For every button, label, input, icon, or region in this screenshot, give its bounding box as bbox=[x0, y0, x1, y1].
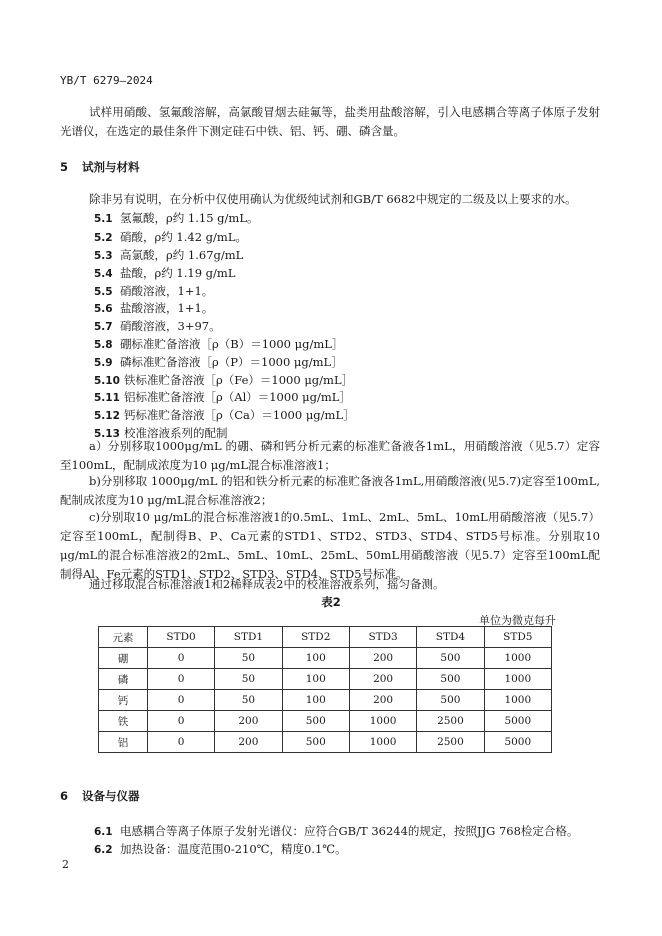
list-item: 5.10 铁标准贮备溶液［ρ（Fe）＝1000 μg/mL］ bbox=[94, 373, 354, 387]
value-cell: 500 bbox=[417, 669, 484, 690]
value-cell: 500 bbox=[282, 711, 349, 732]
table-row bbox=[99, 732, 552, 753]
section-5-lead: 除非另有说明，在分析中仅使用确认为优级纯试剂和GB/T 6682中规定的二级及以上要求的水。 bbox=[89, 192, 577, 206]
value-cell: 200 bbox=[215, 711, 282, 732]
header-cell: STD5 bbox=[484, 627, 551, 648]
value-cell: 5000 bbox=[484, 711, 551, 732]
list-item: 5.5 硝酸溶液，1+1。 bbox=[94, 284, 214, 298]
section-number: 5 bbox=[60, 160, 69, 174]
value-cell: 0 bbox=[147, 732, 214, 753]
page-number: 2 bbox=[62, 858, 69, 871]
section-6-heading bbox=[60, 788, 140, 804]
list-item: 5.2 硝酸，ρ约 1.42 g/mL。 bbox=[94, 230, 247, 244]
element-cell: 钙 bbox=[99, 690, 148, 711]
value-cell: 100 bbox=[282, 648, 349, 669]
document-code: YB/T 6279—2024 bbox=[60, 74, 153, 87]
value-cell: 100 bbox=[282, 669, 349, 690]
value-cell: 500 bbox=[417, 690, 484, 711]
value-cell: 200 bbox=[215, 732, 282, 753]
list-item: 6.1 电感耦合等离子体原子发射光谱仪：应符合GB/T 36244的规定，按照JJG 768检定合格。 bbox=[94, 824, 579, 838]
table-header-row bbox=[99, 627, 552, 648]
value-cell: 5000 bbox=[484, 732, 551, 753]
paragraph-b: b)分别移取 1000μg/mL 的铝和铁分析元素的标准贮备液各1mL,用硝酸溶液(见5.7)定容至100mL,配制成浓度为10 μg/mL混合标准溶液2； bbox=[60, 474, 600, 507]
table-row bbox=[99, 711, 552, 732]
list-item: 5.1 氢氟酸，ρ约 1.15 g/mL。 bbox=[94, 211, 259, 225]
element-cell: 铝 bbox=[99, 732, 148, 753]
header-cell: STD4 bbox=[417, 627, 484, 648]
section-5-heading bbox=[60, 159, 140, 175]
table-row bbox=[99, 690, 552, 711]
value-cell: 1000 bbox=[484, 648, 551, 669]
paragraph-c: c)分别取10 μg/mL的混合标准溶液1的0.5mL、1mL、2mL、5mL、10mL用硝酸溶液（见5.7）定容至100mL，配制得B、P、Ca元素的STD1、STD2、STD3、STD4、STD5号标准。分别取10 μg/mL的混合标准溶液2的2mL、5mL、10mL、25mL、50mL用硝酸溶液（见5.7）定容至100mL配制得Al、Fe元素的STD1、STD2、STD3、STD4、STD5号标准。 bbox=[60, 510, 600, 581]
list-item: 5.6 盐酸溶液，1+1。 bbox=[94, 301, 214, 315]
header-cell: STD2 bbox=[282, 627, 349, 648]
element-cell: 铁 bbox=[99, 711, 148, 732]
value-cell: 0 bbox=[147, 690, 214, 711]
value-cell: 0 bbox=[147, 648, 214, 669]
value-cell: 1000 bbox=[349, 732, 416, 753]
value-cell: 200 bbox=[349, 690, 416, 711]
list-item: 5.12 钙标准贮备溶液［ρ（Ca）＝1000 μg/mL］ bbox=[94, 408, 355, 422]
paragraph-d: 通过移取混合标准溶液1和2稀释成表2中的校准溶液系列，摇匀备测。 bbox=[89, 577, 445, 591]
value-cell: 2500 bbox=[417, 711, 484, 732]
list-item: 5.9 磷标准贮备溶液［ρ（P）＝1000 μg/mL］ bbox=[94, 355, 343, 369]
list-item: 5.13 校准溶液系列的配制 bbox=[94, 426, 228, 440]
value-cell: 200 bbox=[349, 648, 416, 669]
list-item: 5.11 铝标准贮备溶液［ρ（Al）＝1000 μg/mL］ bbox=[94, 390, 351, 404]
value-cell: 500 bbox=[417, 648, 484, 669]
intro-paragraph: 试样用硝酸、氢氟酸溶解，高氯酸冒烟去硅氟等，盐类用盐酸溶解，引入电感耦合等离子体原子发射光谱仪，在选定的最佳条件下测定硅石中铁、铝、钙、硼、磷含量。 bbox=[60, 105, 600, 138]
section-title: 试剂与材料 bbox=[82, 160, 140, 174]
list-item: 6.2 加热设备：温度范围0-210℃，精度0.1℃。 bbox=[94, 842, 347, 856]
element-cell: 硼 bbox=[99, 648, 148, 669]
header-cell: STD1 bbox=[215, 627, 282, 648]
list-item: 5.3 高氯酸，ρ约 1.67g/mL bbox=[94, 248, 244, 262]
calibration-table bbox=[98, 626, 552, 753]
value-cell: 1000 bbox=[349, 711, 416, 732]
value-cell: 50 bbox=[215, 648, 282, 669]
list-item: 5.7 硝酸溶液，3+97。 bbox=[94, 319, 221, 333]
table-row bbox=[99, 669, 552, 690]
element-cell: 磷 bbox=[99, 669, 148, 690]
section-title: 设备与仪器 bbox=[82, 789, 140, 803]
value-cell: 0 bbox=[147, 669, 214, 690]
value-cell: 100 bbox=[282, 690, 349, 711]
header-cell: 元素 bbox=[99, 627, 148, 648]
list-item: 5.4 盐酸，ρ约 1.19 g/mL bbox=[94, 266, 236, 280]
value-cell: 500 bbox=[282, 732, 349, 753]
value-cell: 200 bbox=[349, 669, 416, 690]
value-cell: 0 bbox=[147, 711, 214, 732]
table-body bbox=[99, 648, 552, 753]
value-cell: 1000 bbox=[484, 669, 551, 690]
value-cell: 1000 bbox=[484, 690, 551, 711]
list-item: 5.8 硼标准贮备溶液［ρ（B）＝1000 μg/mL］ bbox=[94, 337, 344, 351]
value-cell: 50 bbox=[215, 669, 282, 690]
value-cell: 2500 bbox=[417, 732, 484, 753]
paragraph-a: a）分别移取1000μg/mL 的硼、磷和钙分析元素的标准贮备液各1mL，用硝酸溶液（见5.7）定容至100mL，配制成浓度为10 μg/mL混合标准溶液1； bbox=[60, 439, 600, 472]
value-cell: 50 bbox=[215, 690, 282, 711]
section-number: 6 bbox=[60, 789, 69, 803]
header-cell: STD3 bbox=[349, 627, 416, 648]
header-cell: STD0 bbox=[147, 627, 214, 648]
table-unit: 单位为微克每升 bbox=[479, 614, 556, 627]
table-row bbox=[99, 648, 552, 669]
table-title: 表2 bbox=[321, 595, 341, 609]
